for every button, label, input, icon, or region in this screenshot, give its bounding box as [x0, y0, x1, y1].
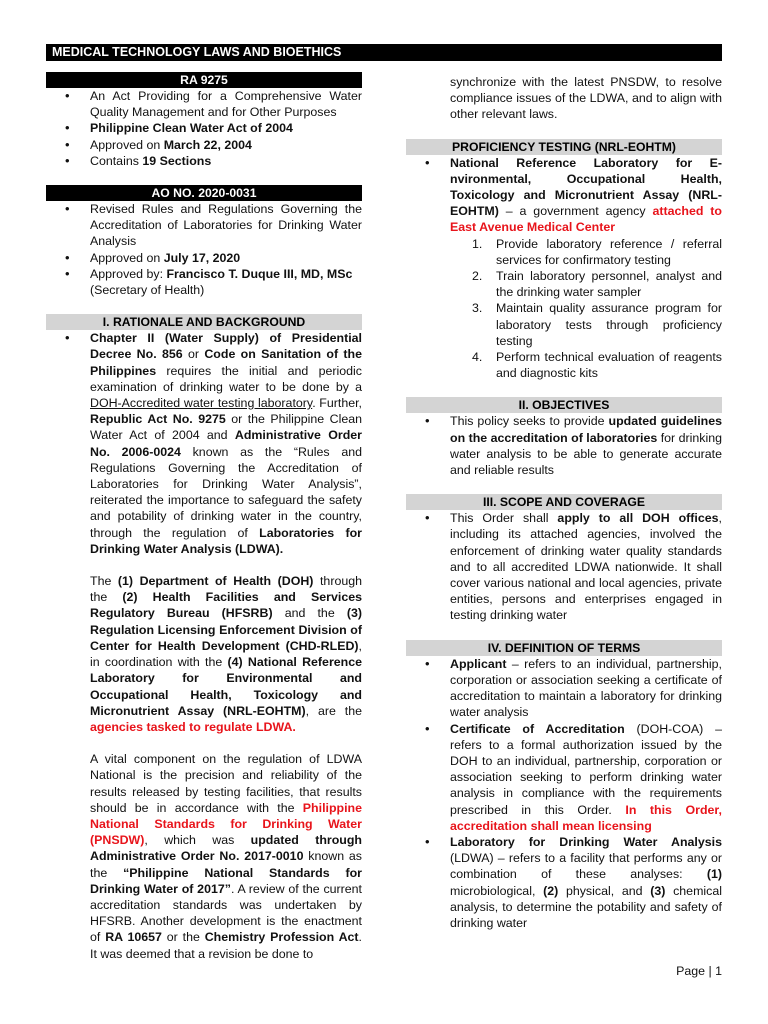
list-item: • National Reference Laboratory for E-nvironmental, Occupational Health, Toxicology and Micronutrient Assay (NRL-EOHTM) – a government agency attached to East Avenue Medical Center — [406, 155, 722, 236]
left-column — [46, 72, 362, 962]
document-title: MEDICAL TECHNOLOGY LAWS AND BIOETHICS — [52, 45, 342, 59]
section-heading-ra9275: RA 9275 — [46, 72, 362, 88]
proficiency-functions-list — [406, 236, 722, 382]
ra9275-list — [46, 88, 362, 169]
scope-list — [406, 510, 722, 623]
definition-applicant: • Applicant – refers to an individual, partnership, corporation or association seeking a certificate of accreditation to maintain a laboratory for drinking water analysis — [406, 656, 722, 721]
list-item: • Approved on July 17, 2020 — [46, 250, 362, 266]
ao-list — [46, 201, 362, 298]
list-item: • This Order shall apply to all DOH offices, including its attached agencies, involved the enforcement of drinking water quality standards and to all accredited LDWA nationwide. It shall cover various national and local agencies, private entities, persons and enterprises engaged in testing drinking water — [406, 510, 722, 623]
rationale-paragraph-1: • Chapter II (Water Supply) of Presidential Decree No. 856 or Code on Sanitation of the Philippines requires the initial and periodic examination of drinking water to be done by a DOH-Accredited water testing laboratory. Further, Republic Act No. 9275 or the Philippine Clean Water Act of 2004 and Administrative Order No. 2006-0024 known as the “Rules and Regulations Governing the Accreditation of Laboratories for Drinking Water Analysis”, reiterated the importance to safeguard the safety and potability of drinking water in the country, through the regulation of Laboratories for Drinking Water Analysis (LDWA). — [46, 330, 362, 557]
definition-certificate: • Certificate of Accreditation (DOH-COA) – refers to a formal authorization issued by the DOH to an individual, partnership, corporation or association seeking to perform drinking water analysis in compliance with the requirements prescribed in this Order. In this Order, accreditation shall mean licensing — [406, 721, 722, 834]
objectives-list — [406, 413, 722, 478]
rationale-list — [46, 330, 362, 557]
section-heading-objectives: II. OBJECTIVES — [406, 397, 722, 413]
list-item: • This policy seeks to provide updated guidelines on the accreditation of laboratories for drinking water analysis to be able to generate accurate and reliable results — [406, 413, 722, 478]
list-item: 2. Train laboratory personnel, analyst and the drinking water sampler — [472, 269, 722, 300]
list-item: • Contains 19 Sections — [46, 153, 362, 169]
list-item: • Approved by: Francisco T. Duque III, MD, MSc (Secretary of Health) — [46, 266, 362, 298]
list-item: 4. Perform technical evaluation of reagents and diagnostic kits — [472, 350, 722, 381]
section-heading-ao: AO NO. 2020-0031 — [46, 185, 362, 201]
proficiency-list — [406, 155, 722, 236]
list-item: • An Act Providing for a Comprehensive Water Quality Management and for Other Purposes — [46, 88, 362, 120]
list-item: • Revised Rules and Regulations Governing the Accreditation of Laboratories for Drinking Water Analysis — [46, 201, 362, 250]
list-item: • Philippine Clean Water Act of 2004 — [46, 120, 362, 136]
section-heading-rationale: I. RATIONALE AND BACKGROUND — [46, 314, 362, 330]
list-item: 1. Provide laboratory reference / referral services for confirmatory testing — [472, 236, 722, 267]
rationale-paragraph-3: A vital component on the regulation of LDWA National is the precision and reliability of the results released by testing facilities, that results should be in accordance with the Philippine National Standards for Drinking Water (PNSDW), which was updated through Administrative Order No. 2017-0010 known as the “Philippine National Standards for Drinking Water of 2017”. A review of the current accreditation standards was undertaken by HFSRB. Another development is the enactment of RA 10657 or the Chemistry Profession Act. It was deemed that a revision be done to — [90, 752, 363, 961]
rationale-paragraph-3-continued: synchronize with the latest PNSDW, to resolve compliance issues of the LDWA, and to align with other relevant laws. — [450, 75, 722, 122]
definition-ldwa: • Laboratory for Drinking Water Analysis (LDWA) – refers to a facility that performs any or combination of these analyses: (1) microbiological, (2) physical, and (3) chemical analysis, to determine the potability and safety of drinking water — [406, 834, 722, 931]
rationale-paragraph-2: The (1) Department of Health (DOH) through the (2) Health Facilities and Services Regulatory Bureau (HFSRB) and the (3) Regulation Licensing Enforcement Division of Center for Health Development (CHD-RLED), in coordination with the (4) National Reference Laboratory for Environmental and Occupational Health, Toxicology and Micronutrient Assay (NRL-EOHTM), are the agencies tasked to regulate LDWA. — [90, 574, 363, 734]
right-column — [406, 74, 722, 931]
document-title-bar — [46, 44, 722, 61]
definitions-list — [406, 656, 722, 931]
page-number: Page | 1 — [676, 964, 722, 978]
list-item: 3. Maintain quality assurance program for laboratory tests through proficiency testing — [472, 301, 722, 348]
section-heading-proficiency: PROFICIENCY TESTING (NRL-EOHTM) — [406, 139, 722, 155]
list-item: • Approved on March 22, 2004 — [46, 137, 362, 153]
section-heading-scope: III. SCOPE AND COVERAGE — [406, 494, 722, 510]
section-heading-definitions: IV. DEFINITION OF TERMS — [406, 640, 722, 656]
